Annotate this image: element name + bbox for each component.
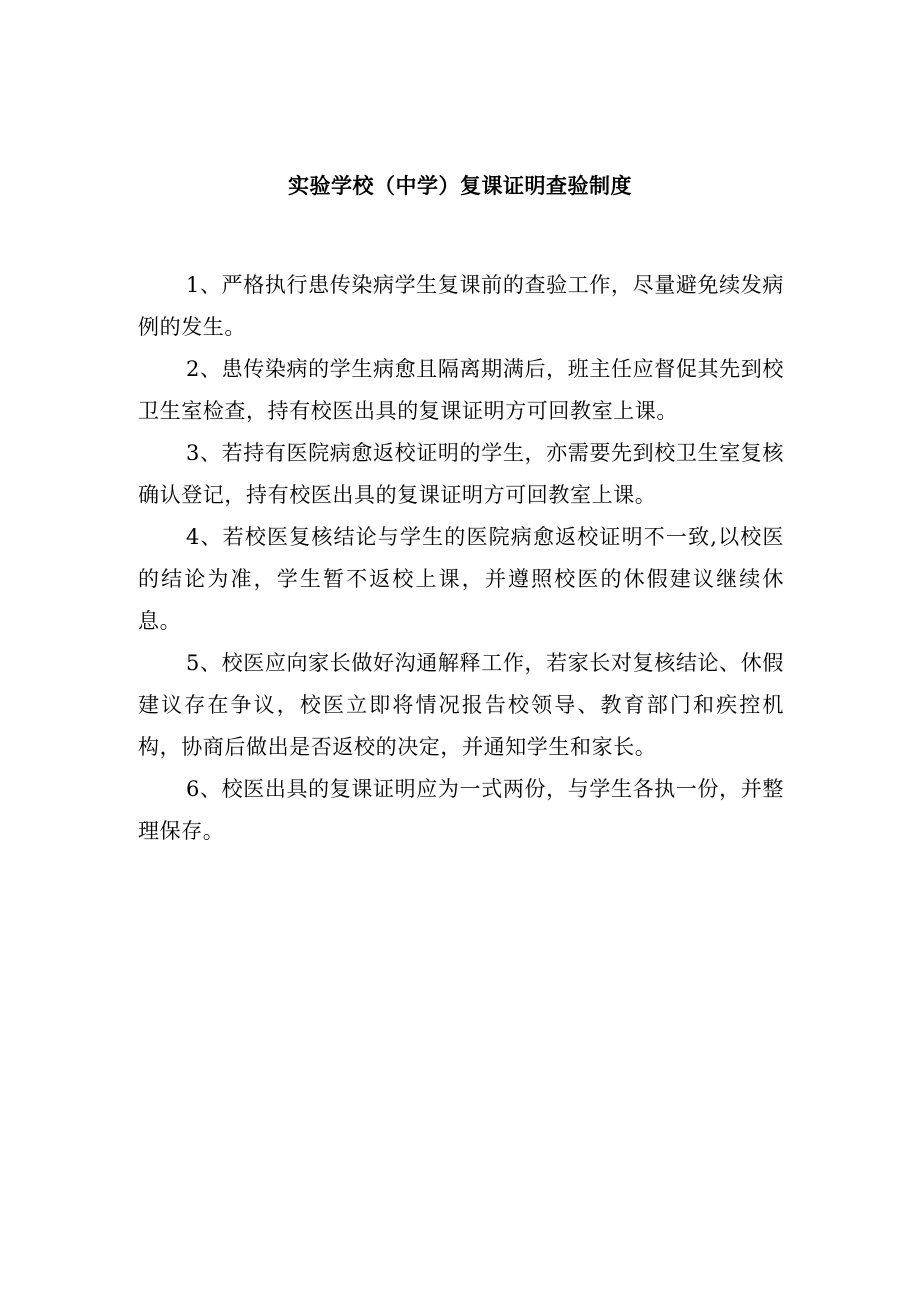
document-body — [138, 264, 784, 852]
paragraph-3: 3、若持有医院病愈返校证明的学生，亦需要先到校卫生室复核确认登记，持有校医出具的复课证明方可回教室上课。 — [138, 441, 784, 507]
paragraph-1: 1、严格执行患传染病学生复课前的查验工作，尽量避免续发病例的发生。 — [138, 273, 784, 339]
paragraph-2: 2、患传染病的学生病愈且隔离期满后，班主任应督促其先到校卫生室检查，持有校医出具的复课证明方可回教室上课。 — [138, 357, 784, 423]
paragraph-6: 6、校医出具的复课证明应为一式两份，与学生各执一份，并整理保存。 — [138, 777, 784, 843]
paragraph-5: 5、校医应向家长做好沟通解释工作，若家长对复核结论、休假建议存在争议，校医立即将情况报告校领导、教育部门和疾控机构，协商后做出是否返校的决定，并通知学生和家长。 — [138, 651, 784, 759]
paragraph-4: 4、若校医复核结论与学生的医院病愈返校证明不一致,以校医的结论为准，学生暂不返校上课，并遵照校医的休假建议继续休息。 — [138, 525, 784, 633]
document-title: 实验学校（中学）复课证明查验制度 — [288, 174, 632, 198]
